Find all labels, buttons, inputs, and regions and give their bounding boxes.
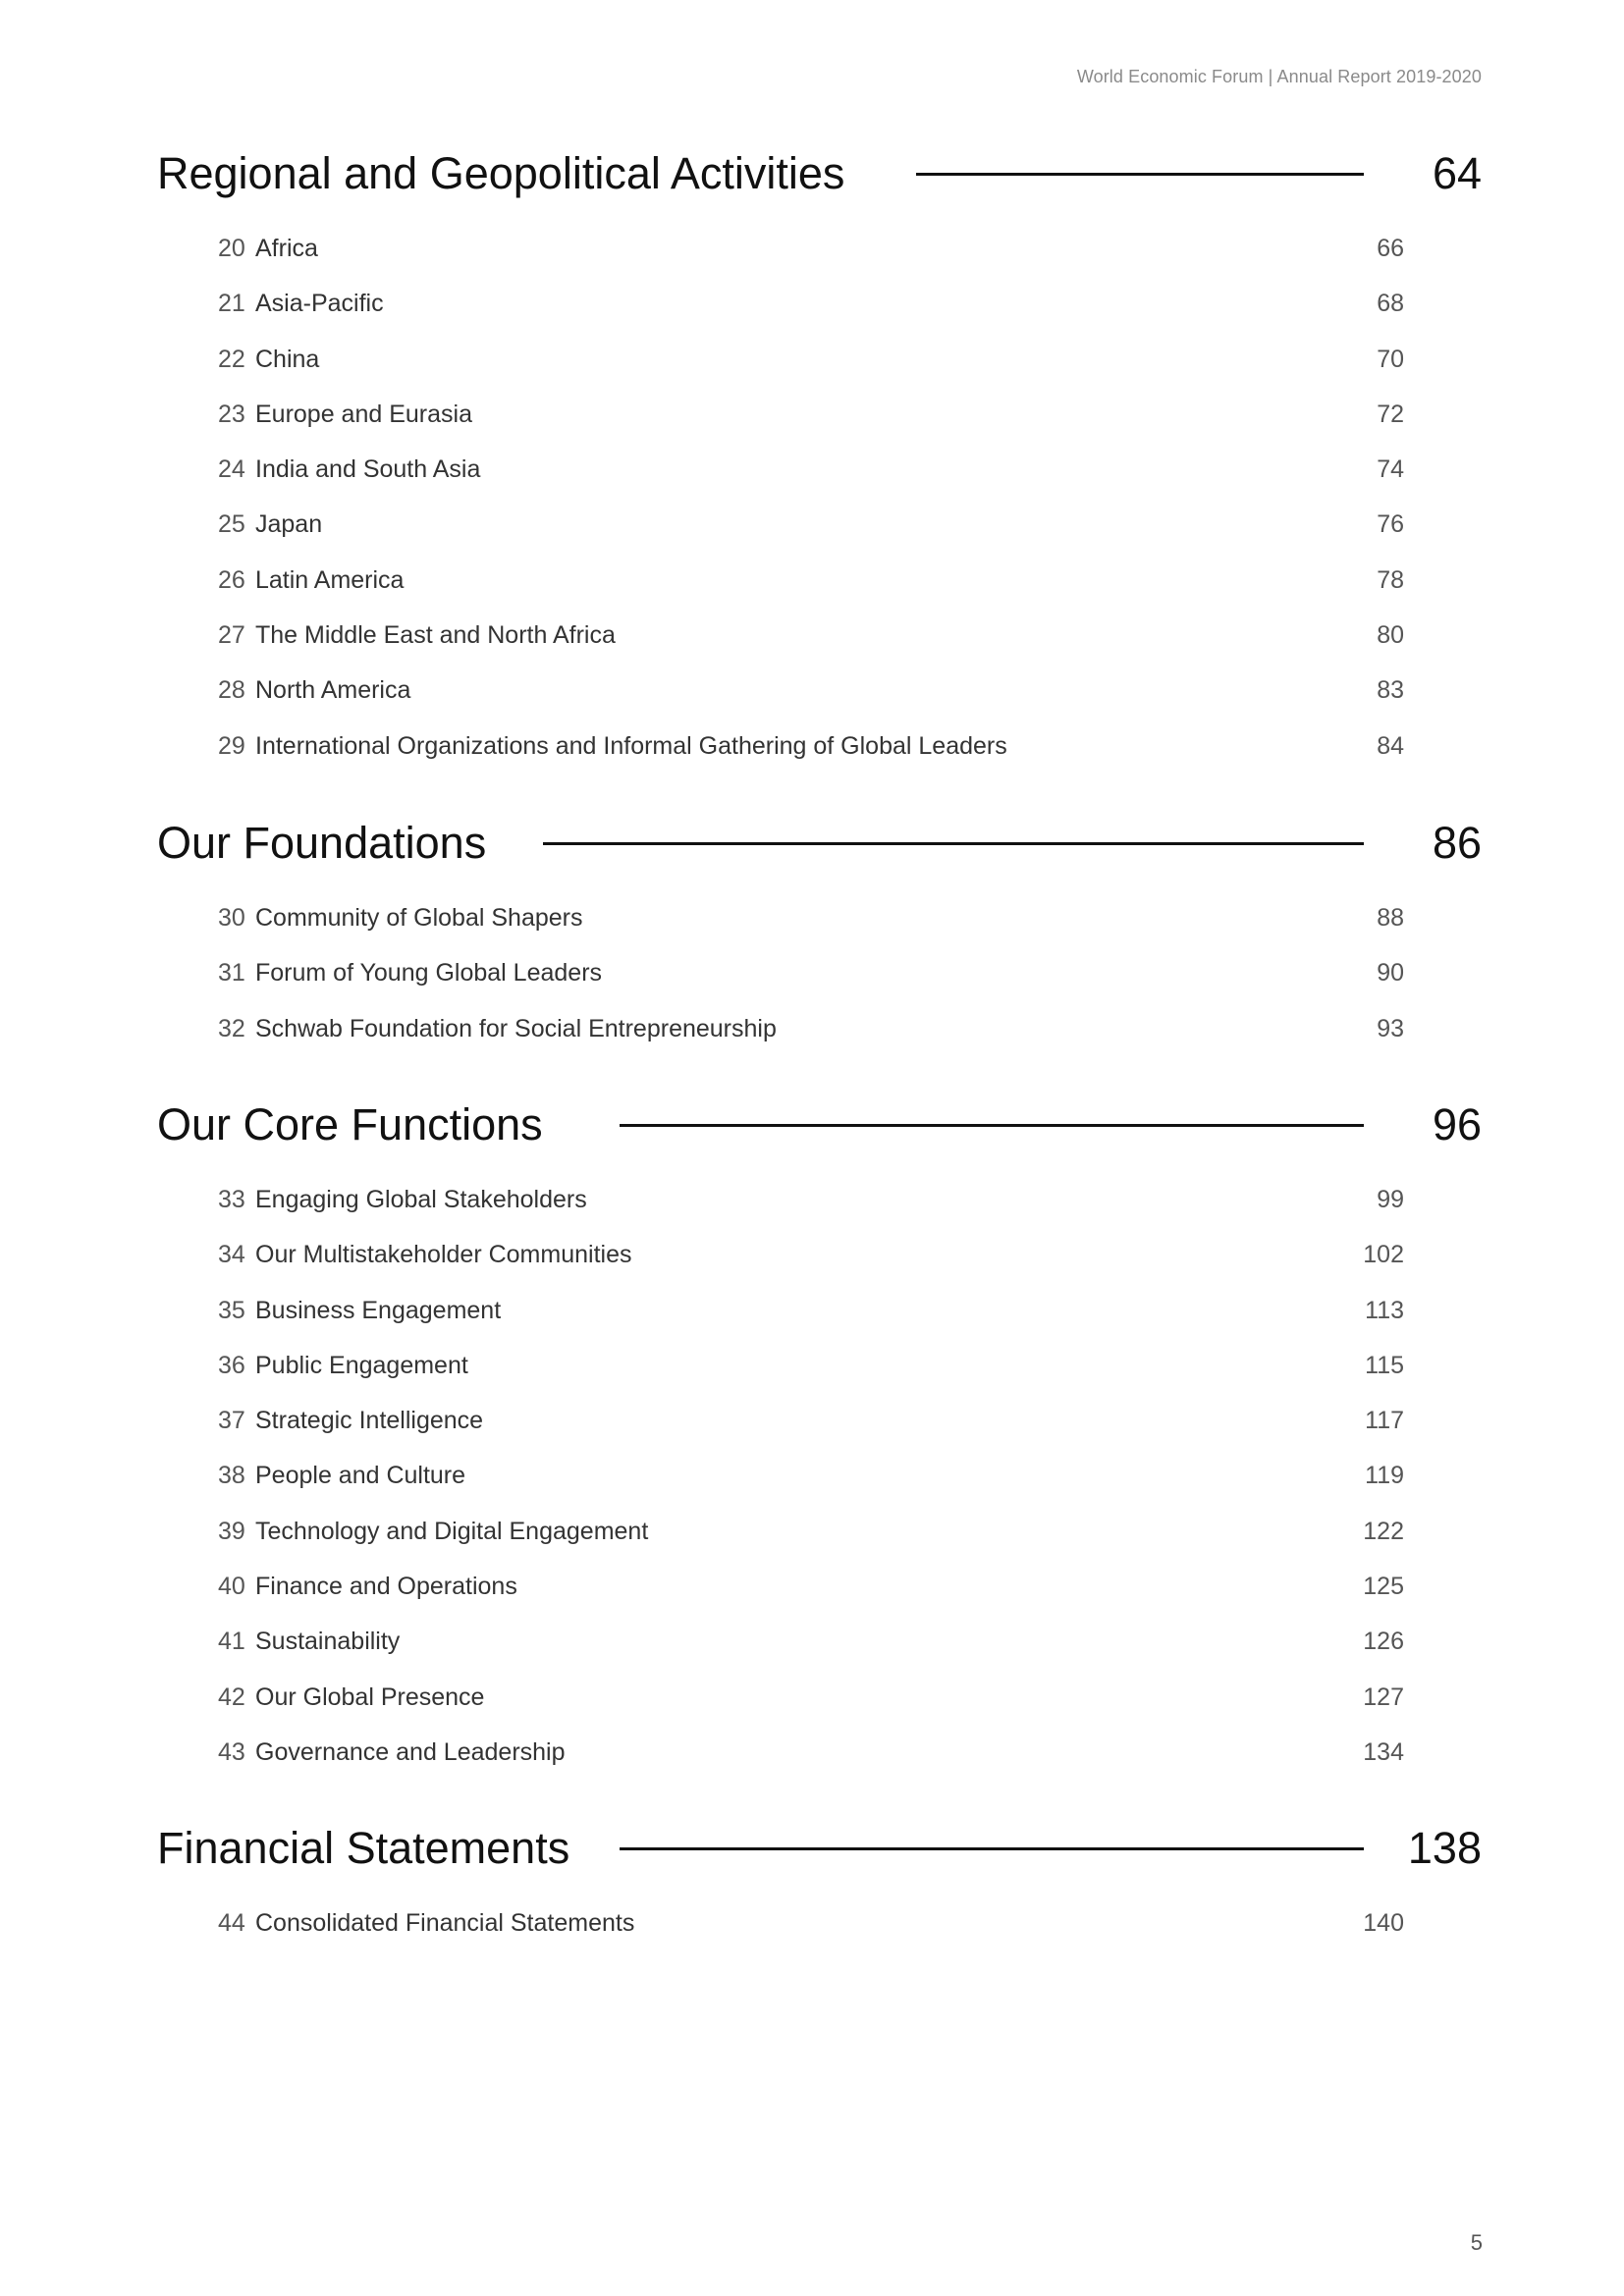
entry-number: 37 [218,1407,245,1435]
toc-entry[interactable] [157,442,1482,497]
section-title: Our Foundations [157,818,487,868]
toc-entry[interactable] [157,1338,1482,1393]
toc-entry[interactable] [157,1172,1482,1227]
entry-title: Our Global Presence [255,1682,485,1711]
page-number: 5 [1470,2230,1483,2255]
entry-number: 38 [218,1462,245,1490]
toc-entry[interactable] [157,276,1482,331]
section-rule [620,1847,1364,1850]
section-heading[interactable] [157,814,1482,873]
entry-number: 30 [218,904,245,932]
entry-number: 40 [218,1573,245,1601]
entry-page: 119 [1365,1462,1404,1490]
entry-page: 76 [1377,510,1404,539]
entry-title: India and South Asia [255,455,481,484]
toc-entries [157,1172,1482,1780]
entry-title: Africa [255,235,318,262]
toc-entry[interactable] [157,1227,1482,1282]
entry-title: Business Engagement [255,1296,502,1324]
entry-number: 34 [218,1241,245,1269]
entry-page: 134 [1363,1737,1404,1766]
entry-page: 125 [1363,1573,1404,1601]
section-rule [543,842,1364,845]
entry-number: 20 [218,235,245,262]
toc-entries [157,890,1482,1056]
entry-page: 117 [1365,1407,1404,1435]
entry-title: Governance and Leadership [255,1737,566,1766]
running-header: World Economic Forum | Annual Report 2019-2020 [1076,67,1482,86]
entry-title: International Organizations and Informal Gathering of Global Leaders [255,731,1007,760]
entry-number: 27 [218,621,245,650]
toc-entry[interactable] [157,221,1482,276]
entry-number: 33 [218,1186,245,1213]
toc-section-regional [157,144,1482,774]
toc-entry[interactable] [157,1614,1482,1669]
section-page-number: 64 [1432,148,1482,198]
entry-page: 113 [1365,1296,1404,1324]
entry-number: 21 [218,290,245,318]
toc-entry[interactable] [157,1504,1482,1559]
section-title: Regional and Geopolitical Activities [157,148,845,198]
entry-number: 32 [218,1014,245,1042]
entry-page: 102 [1363,1241,1404,1269]
entry-number: 24 [218,455,245,484]
entry-number: 28 [218,676,245,705]
entry-title: North America [255,676,411,705]
toc-entry[interactable] [157,1896,1482,1950]
entry-title: Forum of Young Global Leaders [255,959,603,988]
entry-title: Sustainability [255,1628,401,1656]
entry-number: 23 [218,400,245,428]
toc-entry[interactable] [157,663,1482,718]
entry-title: Japan [255,510,323,539]
entry-title: Schwab Foundation for Social Entrepreneurship [255,1014,777,1042]
entry-page: 78 [1377,565,1404,594]
toc-entry[interactable] [157,553,1482,608]
toc-entry[interactable] [157,332,1482,387]
entry-page: 68 [1377,290,1404,318]
entry-number: 26 [218,565,245,594]
entry-page: 115 [1365,1351,1404,1379]
toc-entry[interactable] [157,1559,1482,1614]
section-title: Our Core Functions [157,1099,543,1149]
entry-page: 90 [1377,959,1404,988]
section-heading[interactable] [157,144,1482,203]
entry-page: 74 [1377,455,1404,484]
entry-number: 42 [218,1682,245,1711]
entry-page: 66 [1377,235,1404,262]
toc-entry[interactable] [157,719,1482,774]
entry-page: 70 [1377,345,1404,373]
entry-number: 29 [218,731,245,760]
entry-title: Community of Global Shapers [255,904,583,932]
entry-title: Asia-Pacific [255,290,384,318]
toc-entry[interactable] [157,890,1482,945]
entry-title: Technology and Digital Engagement [255,1517,649,1545]
section-heading[interactable] [157,1819,1482,1878]
section-rule [916,173,1364,176]
section-heading[interactable] [157,1095,1482,1154]
section-page-number: 86 [1432,818,1482,868]
toc-entry[interactable] [157,497,1482,552]
entry-number: 25 [218,510,245,539]
entry-title: China [255,345,320,373]
toc-entry[interactable] [157,608,1482,663]
entry-page: 127 [1363,1682,1404,1711]
toc-entries [157,221,1482,774]
toc-entry[interactable] [157,945,1482,1000]
entry-number: 35 [218,1296,245,1324]
entry-page: 122 [1363,1517,1404,1545]
entry-number: 22 [218,345,245,373]
toc-section-core-functions [157,1095,1482,1780]
entry-page: 99 [1377,1186,1404,1213]
section-rule [620,1124,1364,1127]
toc-entry[interactable] [157,1283,1482,1338]
entry-title: Engaging Global Stakeholders [255,1186,587,1213]
entry-page: 84 [1377,731,1404,760]
toc-section-financial-statements [157,1819,1482,1950]
entry-page: 72 [1377,400,1404,428]
entry-title: The Middle East and North Africa [255,621,616,650]
toc-entry[interactable] [157,1001,1482,1056]
toc-entry[interactable] [157,387,1482,442]
entry-title: Strategic Intelligence [255,1407,484,1435]
section-page-number: 138 [1407,1823,1482,1873]
toc-entry[interactable] [157,1670,1482,1725]
entry-page: 140 [1363,1909,1404,1937]
toc-section-foundations [157,814,1482,1056]
entry-title: Public Engagement [255,1351,468,1379]
entry-page: 80 [1377,621,1404,650]
entry-title: Our Multistakeholder Communities [255,1241,632,1269]
entry-number: 41 [218,1628,245,1656]
entry-number: 36 [218,1351,245,1379]
entry-title: People and Culture [255,1462,466,1490]
entry-page: 93 [1377,1014,1404,1042]
entry-page: 126 [1363,1628,1404,1656]
entry-title: Finance and Operations [255,1573,517,1601]
toc-entries [157,1896,1482,1950]
entry-page: 88 [1377,904,1404,932]
entry-title: Europe and Eurasia [255,400,472,428]
toc-entry[interactable] [157,1725,1482,1780]
entry-number: 43 [218,1737,245,1766]
entry-title: Latin America [255,565,405,594]
entry-number: 39 [218,1517,245,1545]
entry-title: Consolidated Financial Statements [255,1909,635,1937]
entry-number: 31 [218,959,245,988]
entry-page: 83 [1377,676,1404,705]
section-title: Financial Statements [157,1823,570,1873]
toc-entry[interactable] [157,1393,1482,1448]
toc-entry[interactable] [157,1448,1482,1503]
section-page-number: 96 [1432,1099,1482,1149]
entry-number: 44 [218,1909,245,1937]
